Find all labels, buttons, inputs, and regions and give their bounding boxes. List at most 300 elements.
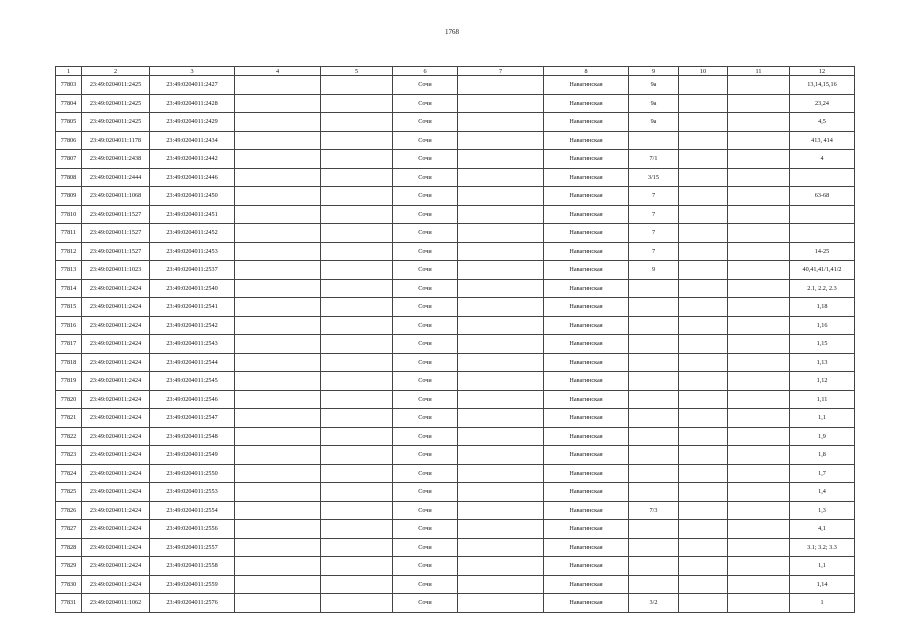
table-cell: 23:49:0204011:2424 — [82, 575, 150, 594]
table-cell: 1,3 — [790, 501, 855, 520]
table-cell — [321, 261, 393, 280]
table-cell — [235, 279, 321, 298]
table-cell: 77818 — [56, 353, 82, 372]
table-cell: 23:49:0204011:2425 — [82, 76, 150, 95]
table-cell — [458, 464, 544, 483]
table-cell: 23:49:0204011:2429 — [150, 113, 235, 132]
table-cell — [235, 76, 321, 95]
table-cell — [679, 353, 728, 372]
table-cell: 23:49:0204011:2424 — [82, 298, 150, 317]
table-cell — [728, 76, 790, 95]
table-cell — [629, 353, 679, 372]
table-cell: 77808 — [56, 168, 82, 187]
table-cell: 13,14,15,16 — [790, 76, 855, 95]
table-cell — [458, 279, 544, 298]
table-cell: Сочи — [393, 409, 458, 428]
table-cell — [235, 427, 321, 446]
table-cell: Навагинская — [544, 150, 629, 169]
table-row — [56, 557, 855, 576]
table-cell — [679, 409, 728, 428]
table-cell: 23:49:0204011:2545 — [150, 372, 235, 391]
table-cell — [321, 187, 393, 206]
table-cell: 77806 — [56, 131, 82, 150]
table-cell — [458, 335, 544, 354]
table-row — [56, 168, 855, 187]
table-cell: Навагинская — [544, 464, 629, 483]
table-cell — [235, 372, 321, 391]
table-cell: 77816 — [56, 316, 82, 335]
table-cell: 40,41,41/1,41/2 — [790, 261, 855, 280]
table-cell: 23:49:0204011:2546 — [150, 390, 235, 409]
table-cell: 77819 — [56, 372, 82, 391]
table-cell: 3.1; 3.2; 3.3 — [790, 538, 855, 557]
table-cell — [790, 168, 855, 187]
table-cell — [728, 372, 790, 391]
table-cell — [235, 335, 321, 354]
table-cell: Сочи — [393, 187, 458, 206]
table-cell — [629, 575, 679, 594]
table-cell: 77825 — [56, 483, 82, 502]
table-cell: 23:49:0204011:2446 — [150, 168, 235, 187]
table-cell — [679, 94, 728, 113]
table-cell — [458, 94, 544, 113]
table-cell: Сочи — [393, 520, 458, 539]
table-cell: 23:49:0204011:2576 — [150, 594, 235, 613]
table-cell: 77829 — [56, 557, 82, 576]
table-row — [56, 501, 855, 520]
table-cell — [629, 427, 679, 446]
table-cell — [235, 464, 321, 483]
table-cell — [321, 150, 393, 169]
table-cell — [679, 483, 728, 502]
table-cell — [629, 520, 679, 539]
column-header-7: 7 — [458, 67, 544, 76]
table-cell — [629, 483, 679, 502]
table-cell — [728, 316, 790, 335]
table-cell: Навагинская — [544, 520, 629, 539]
table-cell — [458, 168, 544, 187]
table-cell — [235, 205, 321, 224]
column-header-10: 10 — [679, 67, 728, 76]
table-cell: Сочи — [393, 335, 458, 354]
table-cell: 1,11 — [790, 390, 855, 409]
table-cell — [629, 464, 679, 483]
table-cell — [728, 150, 790, 169]
table-row — [56, 427, 855, 446]
table-cell — [629, 298, 679, 317]
table-cell: Сочи — [393, 150, 458, 169]
table-cell — [679, 187, 728, 206]
table-cell: 7 — [629, 187, 679, 206]
table-cell — [679, 205, 728, 224]
table-cell — [458, 113, 544, 132]
table-cell: 77821 — [56, 409, 82, 428]
table-cell: 23:49:0204011:2427 — [150, 76, 235, 95]
table-cell: Сочи — [393, 594, 458, 613]
table-cell — [321, 168, 393, 187]
table-cell: 413, 414 — [790, 131, 855, 150]
table-cell — [679, 224, 728, 243]
table-cell — [458, 538, 544, 557]
table-cell: 3/15 — [629, 168, 679, 187]
registry-table — [55, 66, 855, 613]
table-cell — [728, 94, 790, 113]
table-cell: 23:49:0204011:2425 — [82, 94, 150, 113]
table-cell: 7/3 — [629, 501, 679, 520]
table-cell — [321, 335, 393, 354]
table-cell — [679, 150, 728, 169]
table-cell — [235, 261, 321, 280]
table-header — [56, 67, 855, 76]
table-cell: 77813 — [56, 261, 82, 280]
table-cell — [235, 353, 321, 372]
table-cell: 1,14 — [790, 575, 855, 594]
table-cell: 1,1 — [790, 557, 855, 576]
table-cell: Навагинская — [544, 557, 629, 576]
table-cell: 23:49:0204011:2424 — [82, 501, 150, 520]
table-cell — [458, 594, 544, 613]
table-cell: Сочи — [393, 261, 458, 280]
table-cell: 23:49:0204011:2444 — [82, 168, 150, 187]
table-cell — [629, 390, 679, 409]
table-cell — [321, 131, 393, 150]
table-row — [56, 316, 855, 335]
table-cell: 1,8 — [790, 446, 855, 465]
table-cell — [679, 520, 728, 539]
table-cell: 23:49:0204011:1527 — [82, 224, 150, 243]
table-cell: Навагинская — [544, 242, 629, 261]
table-cell: 77807 — [56, 150, 82, 169]
table-cell — [235, 520, 321, 539]
table-cell: Навагинская — [544, 390, 629, 409]
table-cell: Навагинская — [544, 168, 629, 187]
table-cell: Навагинская — [544, 501, 629, 520]
table-cell: Сочи — [393, 205, 458, 224]
table-cell — [679, 316, 728, 335]
table-cell: 23:49:0204011:2451 — [150, 205, 235, 224]
table-cell: 7 — [629, 242, 679, 261]
table-cell: 23:49:0204011:2424 — [82, 464, 150, 483]
table-cell: Навагинская — [544, 94, 629, 113]
table-cell: Сочи — [393, 168, 458, 187]
table-cell — [679, 298, 728, 317]
table-cell — [629, 372, 679, 391]
table-cell: 77812 — [56, 242, 82, 261]
table-cell: Навагинская — [544, 261, 629, 280]
table-cell — [728, 390, 790, 409]
table-cell — [458, 557, 544, 576]
table-cell — [728, 501, 790, 520]
page-number: 1768 — [445, 28, 459, 36]
table-cell — [235, 224, 321, 243]
table-cell — [321, 242, 393, 261]
column-header-6: 6 — [393, 67, 458, 76]
table-cell — [679, 575, 728, 594]
table-cell: Сочи — [393, 427, 458, 446]
table-cell: 23:49:0204011:1178 — [82, 131, 150, 150]
table-cell: Навагинская — [544, 224, 629, 243]
table-cell — [728, 575, 790, 594]
table-cell — [728, 205, 790, 224]
table-cell — [321, 390, 393, 409]
table-cell: Навагинская — [544, 205, 629, 224]
table-cell: Сочи — [393, 298, 458, 317]
table-cell — [728, 353, 790, 372]
table-cell — [235, 501, 321, 520]
table-cell: 4,1 — [790, 520, 855, 539]
table-cell — [458, 298, 544, 317]
table-cell: 77814 — [56, 279, 82, 298]
table-cell: Сочи — [393, 113, 458, 132]
table-cell — [321, 446, 393, 465]
table-cell — [728, 409, 790, 428]
table-cell — [321, 298, 393, 317]
table-cell — [728, 464, 790, 483]
table-cell: 77822 — [56, 427, 82, 446]
table-cell: 23:49:0204011:2548 — [150, 427, 235, 446]
table-cell: 14-25 — [790, 242, 855, 261]
table-cell: 23:49:0204011:2558 — [150, 557, 235, 576]
table-cell: 23:49:0204011:1068 — [82, 187, 150, 206]
table-cell — [679, 501, 728, 520]
table-cell: 4 — [790, 150, 855, 169]
table-cell — [235, 390, 321, 409]
table-cell — [321, 76, 393, 95]
table-cell — [679, 446, 728, 465]
table-cell — [235, 113, 321, 132]
table-cell — [679, 594, 728, 613]
table-cell: 23:49:0204011:2424 — [82, 520, 150, 539]
table-cell: 23:49:0204011:2424 — [82, 557, 150, 576]
table-cell — [458, 372, 544, 391]
table-cell — [728, 279, 790, 298]
table-cell: 23:49:0204011:2424 — [82, 538, 150, 557]
table-cell: 9 — [629, 261, 679, 280]
table-cell: 1,12 — [790, 372, 855, 391]
table-cell: 23:49:0204011:2554 — [150, 501, 235, 520]
table-cell — [458, 131, 544, 150]
table-cell — [679, 390, 728, 409]
table-cell — [728, 242, 790, 261]
table-cell: Сочи — [393, 353, 458, 372]
table-cell — [321, 205, 393, 224]
table-cell — [235, 594, 321, 613]
table-cell: Сочи — [393, 242, 458, 261]
table-cell: Сочи — [393, 575, 458, 594]
table-cell — [679, 538, 728, 557]
table-cell: 77826 — [56, 501, 82, 520]
table-cell: 23:49:0204011:2553 — [150, 483, 235, 502]
table-cell: Навагинская — [544, 131, 629, 150]
table-row — [56, 464, 855, 483]
table-cell — [679, 557, 728, 576]
table-cell: 23:49:0204011:2453 — [150, 242, 235, 261]
table-cell: 9а — [629, 113, 679, 132]
table-cell — [679, 242, 728, 261]
header-row — [56, 67, 855, 76]
table-cell: Сочи — [393, 279, 458, 298]
table-row — [56, 538, 855, 557]
table-cell — [235, 131, 321, 150]
table-cell: Сочи — [393, 538, 458, 557]
table-cell — [728, 483, 790, 502]
table-cell — [728, 446, 790, 465]
table-cell: 23:49:0204011:2428 — [150, 94, 235, 113]
table-row — [56, 353, 855, 372]
column-header-8: 8 — [544, 67, 629, 76]
table-cell: 77804 — [56, 94, 82, 113]
table-cell: 23:49:0204011:2542 — [150, 316, 235, 335]
table-cell — [321, 501, 393, 520]
table-cell: 77805 — [56, 113, 82, 132]
table-cell: 23:49:0204011:2543 — [150, 335, 235, 354]
table-cell: 77811 — [56, 224, 82, 243]
table-cell: 1,13 — [790, 353, 855, 372]
table-cell: Навагинская — [544, 446, 629, 465]
table-cell: 77815 — [56, 298, 82, 317]
table-cell — [321, 316, 393, 335]
table-cell — [679, 279, 728, 298]
table-cell — [321, 464, 393, 483]
table-cell: 23:49:0204011:2556 — [150, 520, 235, 539]
table-cell: Сочи — [393, 446, 458, 465]
table-cell: 23:49:0204011:1062 — [82, 594, 150, 613]
table-cell — [728, 520, 790, 539]
table-row — [56, 261, 855, 280]
table-cell — [679, 372, 728, 391]
table-cell: 77810 — [56, 205, 82, 224]
table-row — [56, 409, 855, 428]
table-row — [56, 279, 855, 298]
table-cell: Навагинская — [544, 353, 629, 372]
table-cell: Навагинская — [544, 298, 629, 317]
table-cell — [458, 575, 544, 594]
table-cell — [458, 483, 544, 502]
table-cell: Навагинская — [544, 76, 629, 95]
table-cell — [679, 464, 728, 483]
table-cell: 23,24 — [790, 94, 855, 113]
table-cell: 77817 — [56, 335, 82, 354]
table-cell — [458, 224, 544, 243]
table-cell: 1,15 — [790, 335, 855, 354]
column-header-1: 1 — [56, 67, 82, 76]
table-cell: 23:49:0204011:2541 — [150, 298, 235, 317]
table-cell: 23:49:0204011:2537 — [150, 261, 235, 280]
table-cell — [728, 261, 790, 280]
table-cell — [728, 538, 790, 557]
table-cell — [321, 94, 393, 113]
table-cell — [679, 427, 728, 446]
table-cell: 23:49:0204011:2424 — [82, 409, 150, 428]
table-cell — [235, 150, 321, 169]
table-cell: 9а — [629, 76, 679, 95]
table-cell: Навагинская — [544, 113, 629, 132]
column-header-2: 2 — [82, 67, 150, 76]
table-cell — [629, 557, 679, 576]
table-row — [56, 390, 855, 409]
table-cell — [235, 483, 321, 502]
table-cell: 23:49:0204011:2450 — [150, 187, 235, 206]
table-cell — [321, 557, 393, 576]
table-cell: 23:49:0204011:2424 — [82, 316, 150, 335]
table-cell: 23:49:0204011:2424 — [82, 335, 150, 354]
table-cell: Навагинская — [544, 316, 629, 335]
table-cell: Сочи — [393, 557, 458, 576]
column-header-4: 4 — [235, 67, 321, 76]
table-cell — [728, 594, 790, 613]
table-cell — [321, 427, 393, 446]
table-cell: 23:49:0204011:1527 — [82, 242, 150, 261]
table-cell — [458, 390, 544, 409]
table-row — [56, 224, 855, 243]
table-cell — [728, 335, 790, 354]
table-cell — [235, 316, 321, 335]
table-row — [56, 520, 855, 539]
table-row — [56, 150, 855, 169]
table-cell — [321, 224, 393, 243]
table-cell — [321, 520, 393, 539]
table-cell — [458, 242, 544, 261]
table-row — [56, 298, 855, 317]
table-cell: 7/1 — [629, 150, 679, 169]
table-cell: 1,18 — [790, 298, 855, 317]
table-cell — [728, 427, 790, 446]
table-cell: Навагинская — [544, 575, 629, 594]
table-cell: Навагинская — [544, 483, 629, 502]
table-cell — [235, 409, 321, 428]
table-cell: 23:49:0204011:2424 — [82, 446, 150, 465]
column-header-11: 11 — [728, 67, 790, 76]
table-cell: 23:49:0204011:2434 — [150, 131, 235, 150]
table-cell — [458, 205, 544, 224]
table-cell — [679, 76, 728, 95]
table-cell — [728, 187, 790, 206]
table-cell: 23:49:0204011:1023 — [82, 261, 150, 280]
table-cell: 23:49:0204011:2549 — [150, 446, 235, 465]
table-cell — [679, 335, 728, 354]
table-cell: 77823 — [56, 446, 82, 465]
table-cell — [235, 575, 321, 594]
table-cell: Навагинская — [544, 372, 629, 391]
table-cell — [321, 575, 393, 594]
table-cell: 77820 — [56, 390, 82, 409]
table-row — [56, 483, 855, 502]
table-cell — [629, 335, 679, 354]
table-row — [56, 94, 855, 113]
table-cell — [728, 113, 790, 132]
table-cell — [458, 150, 544, 169]
table-cell — [458, 187, 544, 206]
table-cell: Навагинская — [544, 279, 629, 298]
table-cell: 23:49:0204011:2544 — [150, 353, 235, 372]
table-cell — [321, 353, 393, 372]
table-cell — [790, 224, 855, 243]
table-cell: Навагинская — [544, 409, 629, 428]
table-cell — [458, 316, 544, 335]
table-cell: Сочи — [393, 131, 458, 150]
table-cell: 77827 — [56, 520, 82, 539]
table-cell — [321, 409, 393, 428]
table-cell: 23:49:0204011:1527 — [82, 205, 150, 224]
table-cell — [458, 76, 544, 95]
table-cell: 77830 — [56, 575, 82, 594]
table-body — [56, 76, 855, 613]
table-cell — [321, 483, 393, 502]
table-cell — [728, 224, 790, 243]
table-cell — [679, 113, 728, 132]
table-cell: Навагинская — [544, 335, 629, 354]
table-cell — [458, 353, 544, 372]
